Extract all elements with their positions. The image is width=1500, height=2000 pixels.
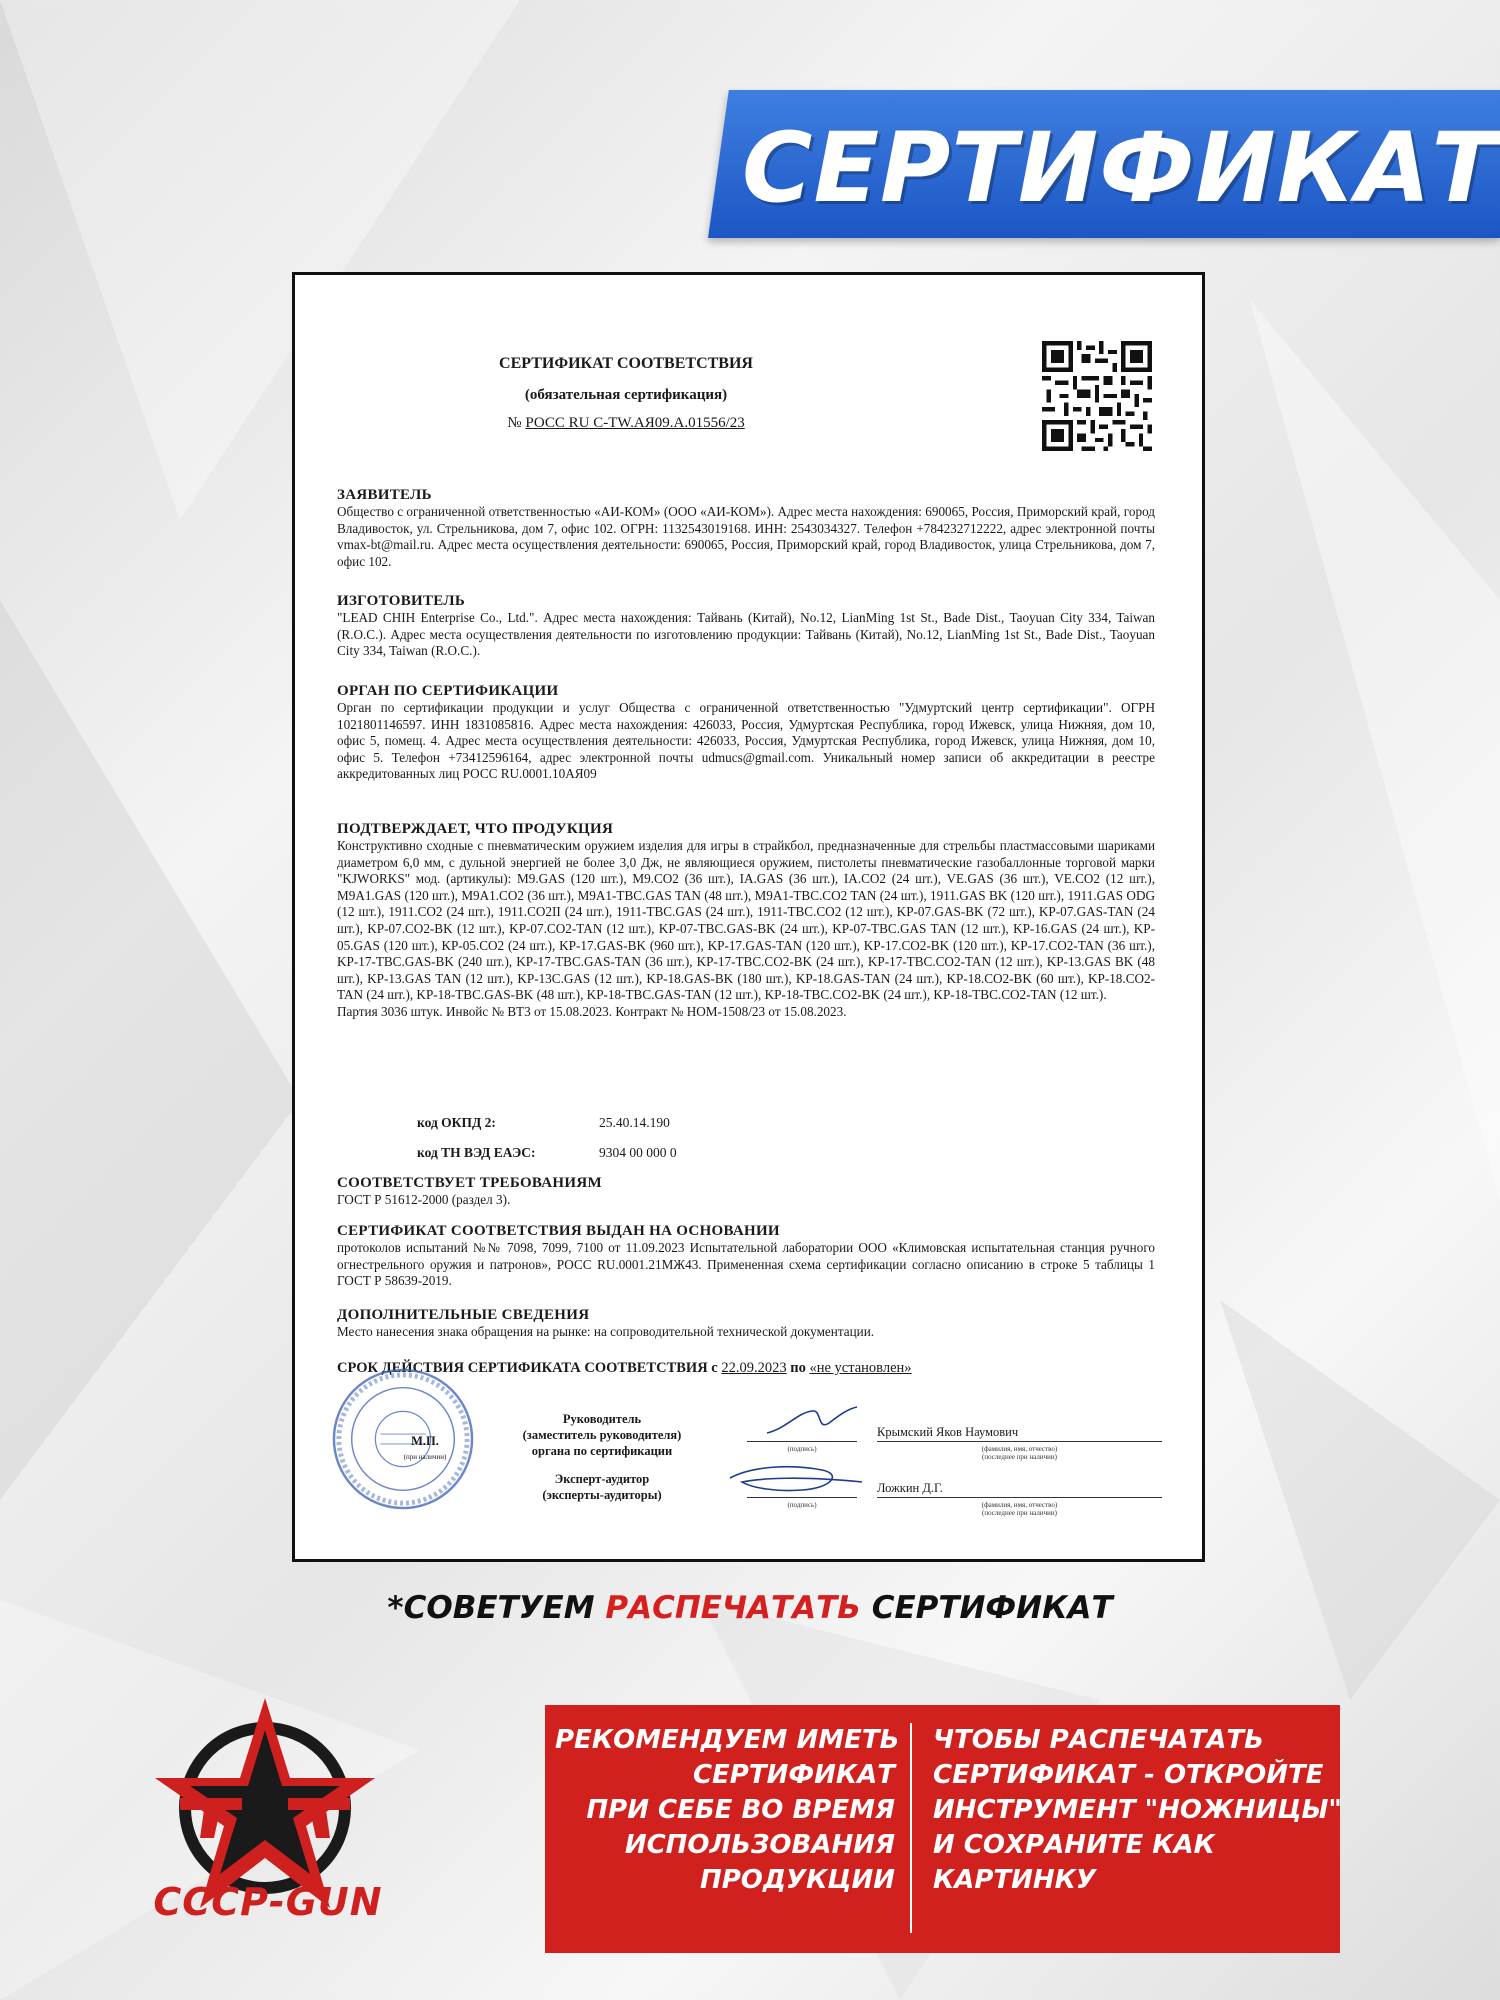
tnved-label: код ТН ВЭД ЕАЭС: bbox=[417, 1145, 536, 1160]
expert-signature-icon bbox=[722, 1460, 872, 1500]
certificate-number bbox=[217, 415, 1035, 432]
expert-name-caption-line1: (фамилия, имя, отчество) bbox=[981, 1501, 1058, 1509]
head-name: Крымский Яков Наумович bbox=[877, 1425, 1019, 1439]
validity-to: «не установлен» bbox=[809, 1360, 912, 1376]
certification-body-section bbox=[337, 683, 1155, 783]
head-signature-icon bbox=[757, 1403, 877, 1443]
info-box-divider bbox=[910, 1723, 912, 1933]
validity-to-label: по bbox=[790, 1360, 806, 1376]
product-heading: ПОДТВЕРЖДАЕТ, ЧТО ПРОДУКЦИЯ bbox=[337, 821, 614, 837]
certification-body-text: Орган по сертификации продукции и услуг Общества с ограниченной ответственностью "Удмуртский центр сертификации". ОГРН 1021801146597. ИНН 1831085816. Адрес места нахождения: 426033, Россия, Удмуртская Республика, город Ижевск, улица Нижняя, дом 10, офис 5, помещ. 4. Адрес места осуществления деятельности: 426033, Россия, Удмуртская Республика, город Ижевск, улица Нижняя, дом 10, офис 5. Телефон +73412596164, адрес электронной почты udmucs@gmail.com. Уникальный номер записи об аккредитации в реестре аккредитованных лиц РОСС RU.0001.10АЯ09 bbox=[337, 700, 1155, 782]
advice-part2: РАСПЕЧАТАТЬ bbox=[605, 1590, 861, 1626]
expert-name-caption bbox=[877, 1501, 1162, 1517]
requirements-text: ГОСТ Р 51612-2000 (раздел 3). bbox=[337, 1192, 511, 1207]
head-name-caption-line2: (последнее при наличии) bbox=[982, 1453, 1057, 1461]
certificate-title: СЕРТИФИКАТ СООТВЕТСТВИЯ bbox=[499, 355, 753, 372]
stamp-label: М.П. bbox=[411, 1434, 439, 1448]
stamp-note: (при наличии) bbox=[403, 1453, 447, 1461]
additional-text: Место нанесения знака обращения на рынке: на сопроводительной технической документации. bbox=[337, 1324, 875, 1339]
applicant-text: Общество с ограниченной ответственностью «АИ-КОМ» (ООО «АИ-КОМ»). Адрес места нахождения: 690065, Россия, Приморский край, город Владивосток, ул. Стрельникова, дом 7, офис 102. ОГРН: 1132543019168. ИНН: 2543034327. Телефон +784232712222, адрес электронной почты vmax-bt@mail.ru. Адрес места осуществления деятельности: 690065, Россия, Приморский край, город Владивосток, улица Стрельникова, дом 7, офис 102. bbox=[337, 504, 1155, 569]
applicant-heading: ЗАЯВИТЕЛЬ bbox=[337, 487, 432, 503]
expert-name: Ложкин Д.Г. bbox=[877, 1481, 943, 1495]
expert-role-line2: (эксперты-аудиторы) bbox=[542, 1488, 662, 1502]
basis-heading: СЕРТИФИКАТ СООТВЕТСТВИЯ ВЫДАН НА ОСНОВАНИИ bbox=[337, 1223, 780, 1239]
head-name-caption bbox=[877, 1445, 1162, 1461]
head-signature-caption: (подпись) bbox=[787, 1445, 817, 1453]
expert-role bbox=[502, 1471, 702, 1503]
basis-section bbox=[337, 1223, 1155, 1290]
manufacturer-text: "LEAD CHIH Enterprise Co., Ltd.". Адрес места нахождения: Тайвань (Китай), No.12, LianMing 1st St., Bade Dist., Taoyuan City 334, Taiwan (R.O.C.). Адрес места осуществления деятельности по изготовлению продукции: Тайвань (Китай), No.12, LianMing 1st St., Bade Dist., Taoyuan City 334, Taiwan (R.O.C.). bbox=[337, 610, 1155, 659]
requirements-heading: СООТВЕТСТВУЕТ ТРЕБОВАНИЯМ bbox=[337, 1175, 602, 1191]
expert-name-caption-line2: (последнее при наличии) bbox=[982, 1509, 1057, 1517]
certificate-number-prefix: № bbox=[507, 415, 522, 431]
expert-signature-caption: (подпись) bbox=[787, 1501, 817, 1509]
additional-heading: ДОПОЛНИТЕЛЬНЫЕ СВЕДЕНИЯ bbox=[337, 1307, 590, 1323]
manufacturer-section bbox=[337, 593, 1155, 660]
advice-part1: *СОВЕТУЕМ bbox=[387, 1590, 606, 1626]
validity-label: СРОК ДЕЙСТВИЯ СЕРТИФИКАТА СООТВЕТСТВИЯ с bbox=[337, 1360, 718, 1376]
head-signature-line bbox=[747, 1441, 857, 1442]
product-section bbox=[337, 821, 1155, 1021]
info-left-line: ПРОДУКЦИИ bbox=[699, 1865, 895, 1895]
basis-text: протоколов испытаний №№ 7098, 7099, 7100 от 11.09.2023 Испытательной лаборатории ООО «Климовская испытательная станция ручного огнестрельного оружия и патронов», РОСС RU.0001.21МЖ43. Примененная схема сертификации согласно описанию в строке 5 таблицы 1 ГОСТ Р 58639-2019. bbox=[337, 1240, 1155, 1289]
info-box bbox=[545, 1705, 1340, 1953]
head-name-line bbox=[877, 1441, 1162, 1442]
banner-title: СЕРТИФИКАТ bbox=[742, 112, 1499, 224]
brand-name: СССР-GUN bbox=[153, 1880, 383, 1924]
head-role-line3: органа по сертификации bbox=[531, 1444, 673, 1458]
certificate-subtitle: (обязательная сертификация) bbox=[524, 387, 728, 403]
stamp-label-block bbox=[385, 1433, 465, 1465]
certificate-document bbox=[292, 272, 1205, 1562]
manufacturer-heading: ИЗГОТОВИТЕЛЬ bbox=[337, 593, 466, 609]
info-left-line: ИСПОЛЬЗОВАНИЯ bbox=[624, 1830, 895, 1860]
info-left-line: СЕРТИФИКАТ bbox=[692, 1760, 895, 1790]
qr-code-icon bbox=[1042, 341, 1152, 451]
expert-name-line bbox=[877, 1497, 1162, 1498]
info-right-line: ИНСТРУМЕНТ "НОЖНИЦЫ" bbox=[933, 1795, 1342, 1825]
head-name-caption-line1: (фамилия, имя, отчество) bbox=[981, 1445, 1058, 1453]
print-advice bbox=[0, 1590, 1500, 1626]
info-right-line: СЕРТИФИКАТ - ОТКРОЙТЕ bbox=[933, 1760, 1324, 1790]
info-box-left-text bbox=[555, 1723, 900, 1898]
tnved-value: 9304 00 000 0 bbox=[599, 1145, 677, 1160]
okpd-label: код ОКПД 2: bbox=[417, 1115, 496, 1130]
expert-role-line1: Эксперт-аудитор bbox=[554, 1472, 650, 1486]
additional-section bbox=[337, 1307, 1155, 1341]
info-left-line: РЕКОМЕНДУЕМ ИМЕТЬ bbox=[555, 1725, 900, 1755]
info-box-right-text bbox=[933, 1723, 1342, 1898]
advice-part3: СЕРТИФИКАТ bbox=[860, 1590, 1113, 1626]
expert-signature-line bbox=[747, 1497, 857, 1498]
info-right-line: И СОХРАНИТЕ КАК bbox=[933, 1830, 1215, 1860]
head-role bbox=[502, 1411, 702, 1459]
okpd-value: 25.40.14.190 bbox=[599, 1115, 670, 1130]
certificate-number-value: РОСС RU С-TW.АЯ09.А.01556/23 bbox=[525, 415, 745, 431]
certification-body-heading: ОРГАН ПО СЕРТИФИКАЦИИ bbox=[337, 683, 559, 699]
head-role-line1: Руководитель bbox=[562, 1412, 642, 1426]
requirements-section bbox=[337, 1175, 1155, 1209]
validity-from: 22.09.2023 bbox=[721, 1360, 787, 1376]
head-role-line2: (заместитель руководителя) bbox=[522, 1428, 682, 1442]
product-batch: Партия 3036 штук. Инвойс № ВТ3 от 15.08.2023. Контракт № НОМ-1508/23 от 15.08.2023. bbox=[337, 1003, 847, 1019]
applicant-section bbox=[337, 487, 1155, 570]
info-left-line: ПРИ СЕБЕ ВО ВРЕМЯ bbox=[586, 1795, 895, 1825]
info-right-line: КАРТИНКУ bbox=[933, 1865, 1096, 1895]
product-text: Конструктивно сходные с пневматическим оружием изделия для игры в страйкбол, предназначенные для стрельбы пластмассовыми шариками диаметром 6,0 мм, с дульной энергией не более 3,0 Дж, не являющиеся оружием, пистолеты пневматические газобаллонные торговой марки "KJWORKS" мод. (артикулы): M9.GAS (120 шт.), M9.CO2 (36 шт.), IA.GAS (36 шт.), IA.CO2 (24 шт.), VE.GAS (36 шт.), VE.CO2 (12 шт.), M9A1.GAS (120 шт.), M9A1.CO2 (36 шт.), M9A1-TBC.GAS TAN (48 шт.), M9A1-TBC.CO2 TAN (24 шт.), 1911.GAS BK (120 шт.), 1911.GAS ODG (12 шт.), 1911.CO2 (24 шт.), 1911.CO2II (24 шт.), 1911-TBC.GAS (24 шт.), 1911-TBC.CO2 (12 шт.), KP-07.GAS-BK (72 шт.), KP-07.GAS-TAN (24 шт.), KP-07.CO2-BK (12 шт.), KP-07.CO2-TAN (12 шт.), KP-07-TBC.GAS-BK (24 шт.), KP-07-TBC.GAS TAN (12 шт.), KP-16.GAS (24 шт.), KP-05.GAS (120 шт.), KP-05.CO2 (24 шт.), KP-17.GAS-BK (960 шт.), KP-17.GAS-TAN (120 шт.), KP-17.CO2-BK (120 шт.), KP-17.CO2-TAN (36 шт.), KP-17-TBC.GAS-BK (240 шт.), KP-17-TBC.GAS-TAN (36 шт.), KP-17-TBC.CO2-BK (24 шт.), KP-17-TBC.CO2-TAN (12 шт.), KP-13.GAS BK (48 шт.), KP-13.GAS TAN (12 шт.), KP-13C.GAS (12 шт.), KP-18.GAS-BK (180 шт.), KP-18.GAS-TAN (24 шт.), KP-18.CO2-BK (60 шт.), KP-18.CO2-TAN (24 шт.), KP-18-TBC.GAS-BK (48 шт.), KP-18-TBC.GAS-TAN (12 шт.), KP-18-TBC.CO2-BK (24 шт.), KP-18-TBC.CO2-TAN (12 шт.). bbox=[337, 838, 1155, 1003]
info-right-line: ЧТОБЫ РАСПЕЧАТАТЬ bbox=[933, 1725, 1264, 1755]
